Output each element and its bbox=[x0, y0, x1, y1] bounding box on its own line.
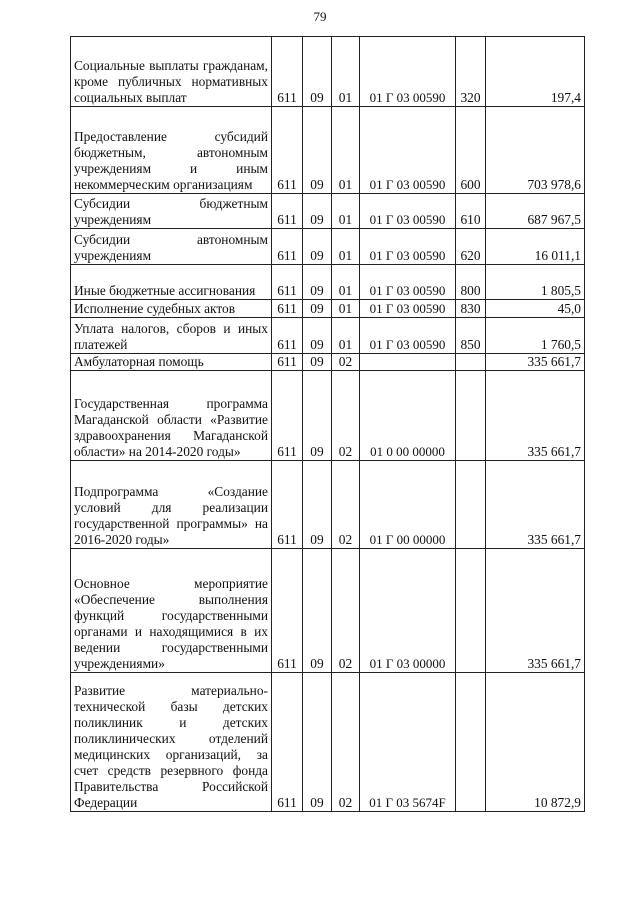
row-amount: 335 661,7 bbox=[486, 371, 585, 461]
table-row bbox=[71, 300, 585, 318]
row-name: Предоставление субсидий бюджетным, автономным учреждениям и иным некоммерческим организациям bbox=[71, 107, 272, 194]
row-name: Субсидии бюджетным учреждениям bbox=[71, 194, 272, 229]
table-row bbox=[71, 107, 585, 194]
row-amount: 45,0 bbox=[486, 300, 585, 318]
table-row bbox=[71, 354, 585, 371]
row-amount: 16 011,1 bbox=[486, 229, 585, 265]
row-amount: 335 661,7 bbox=[486, 354, 585, 371]
row-amount: 10 872,9 bbox=[486, 673, 585, 812]
row-name: Подпрограмма «Создание условий для реализации государственной программы» на 2016-2020 годы» bbox=[71, 461, 272, 549]
row-section-code: 09 bbox=[303, 461, 332, 549]
row-subsection-code: 01 bbox=[332, 37, 360, 107]
row-amount: 1 760,5 bbox=[486, 318, 585, 354]
row-name: Развитие материально-технической базы детских поликлиник и детских поликлинических отделений медицинских организаций, за счет средств резервного фонда Правительства Российской Федерации bbox=[71, 673, 272, 812]
row-expense-type bbox=[456, 673, 486, 812]
row-expense-type bbox=[456, 371, 486, 461]
table-row bbox=[71, 461, 585, 549]
row-name: Социальные выплаты гражданам, кроме публичных нормативных социальных выплат bbox=[71, 37, 272, 107]
row-expense-type: 600 bbox=[456, 107, 486, 194]
row-section-code: 09 bbox=[303, 265, 332, 300]
row-expense-type: 830 bbox=[456, 300, 486, 318]
row-target-article bbox=[360, 354, 456, 371]
row-target-article: 01 Г 03 00590 bbox=[360, 265, 456, 300]
row-target-article: 01 Г 03 00590 bbox=[360, 318, 456, 354]
row-gr-code: 611 bbox=[272, 549, 303, 673]
row-gr-code: 611 bbox=[272, 265, 303, 300]
page-number: 79 bbox=[313, 9, 327, 24]
row-section-code: 09 bbox=[303, 229, 332, 265]
row-subsection-code: 01 bbox=[332, 229, 360, 265]
row-subsection-code: 02 bbox=[332, 371, 360, 461]
row-section-code: 09 bbox=[303, 194, 332, 229]
table-row bbox=[71, 318, 585, 354]
table-row bbox=[71, 37, 585, 107]
row-gr-code: 611 bbox=[272, 318, 303, 354]
row-gr-code: 611 bbox=[272, 229, 303, 265]
row-subsection-code: 01 bbox=[332, 194, 360, 229]
row-subsection-code: 02 bbox=[332, 673, 360, 812]
row-gr-code: 611 bbox=[272, 194, 303, 229]
row-target-article: 01 0 00 00000 bbox=[360, 371, 456, 461]
table-row bbox=[71, 549, 585, 673]
row-name: Государственная программа Магаданской области «Развитие здравоохранения Магаданской области» на 2014-2020 годы» bbox=[71, 371, 272, 461]
row-subsection-code: 02 bbox=[332, 461, 360, 549]
row-section-code: 09 bbox=[303, 318, 332, 354]
budget-table bbox=[70, 36, 585, 812]
row-subsection-code: 01 bbox=[332, 107, 360, 194]
row-section-code: 09 bbox=[303, 549, 332, 673]
row-gr-code: 611 bbox=[272, 107, 303, 194]
row-gr-code: 611 bbox=[272, 300, 303, 318]
row-section-code: 09 bbox=[303, 37, 332, 107]
row-expense-type: 850 bbox=[456, 318, 486, 354]
row-subsection-code: 01 bbox=[332, 265, 360, 300]
budget-table-body bbox=[71, 37, 585, 812]
row-amount: 687 967,5 bbox=[486, 194, 585, 229]
row-subsection-code: 02 bbox=[332, 549, 360, 673]
row-expense-type bbox=[456, 549, 486, 673]
table-row bbox=[71, 673, 585, 812]
row-gr-code: 611 bbox=[272, 461, 303, 549]
row-target-article: 01 Г 03 00590 bbox=[360, 229, 456, 265]
row-gr-code: 611 bbox=[272, 371, 303, 461]
row-section-code: 09 bbox=[303, 300, 332, 318]
row-subsection-code: 01 bbox=[332, 300, 360, 318]
row-expense-type bbox=[456, 461, 486, 549]
row-section-code: 09 bbox=[303, 371, 332, 461]
row-amount: 335 661,7 bbox=[486, 549, 585, 673]
row-section-code: 09 bbox=[303, 107, 332, 194]
row-gr-code: 611 bbox=[272, 673, 303, 812]
row-target-article: 01 Г 03 00590 bbox=[360, 300, 456, 318]
row-name: Исполнение судебных актов bbox=[71, 300, 272, 318]
row-target-article: 01 Г 03 00590 bbox=[360, 194, 456, 229]
row-amount: 1 805,5 bbox=[486, 265, 585, 300]
row-target-article: 01 Г 03 00590 bbox=[360, 107, 456, 194]
table-row bbox=[71, 194, 585, 229]
row-expense-type: 320 bbox=[456, 37, 486, 107]
row-target-article: 01 Г 00 00000 bbox=[360, 461, 456, 549]
row-target-article: 01 Г 03 5674F bbox=[360, 673, 456, 812]
row-expense-type: 610 bbox=[456, 194, 486, 229]
row-name: Субсидии автономным учреждениям bbox=[71, 229, 272, 265]
row-expense-type: 620 bbox=[456, 229, 486, 265]
row-subsection-code: 01 bbox=[332, 318, 360, 354]
row-amount: 197,4 bbox=[486, 37, 585, 107]
row-expense-type bbox=[456, 354, 486, 371]
row-section-code: 09 bbox=[303, 673, 332, 812]
row-name: Иные бюджетные ассигнования bbox=[71, 265, 272, 300]
table-row bbox=[71, 371, 585, 461]
row-name: Амбулаторная помощь bbox=[71, 354, 272, 371]
row-target-article: 01 Г 03 00000 bbox=[360, 549, 456, 673]
row-gr-code: 611 bbox=[272, 354, 303, 371]
row-gr-code: 611 bbox=[272, 37, 303, 107]
row-expense-type: 800 bbox=[456, 265, 486, 300]
row-section-code: 09 bbox=[303, 354, 332, 371]
row-name: Основное мероприятие «Обеспечение выполнения функций государственными органами и находящимися в их ведении государственными учреждениями» bbox=[71, 549, 272, 673]
row-amount: 335 661,7 bbox=[486, 461, 585, 549]
row-subsection-code: 02 bbox=[332, 354, 360, 371]
row-amount: 703 978,6 bbox=[486, 107, 585, 194]
row-target-article: 01 Г 03 00590 bbox=[360, 37, 456, 107]
table-row bbox=[71, 229, 585, 265]
table-row bbox=[71, 265, 585, 300]
row-name: Уплата налогов, сборов и иных платежей bbox=[71, 318, 272, 354]
